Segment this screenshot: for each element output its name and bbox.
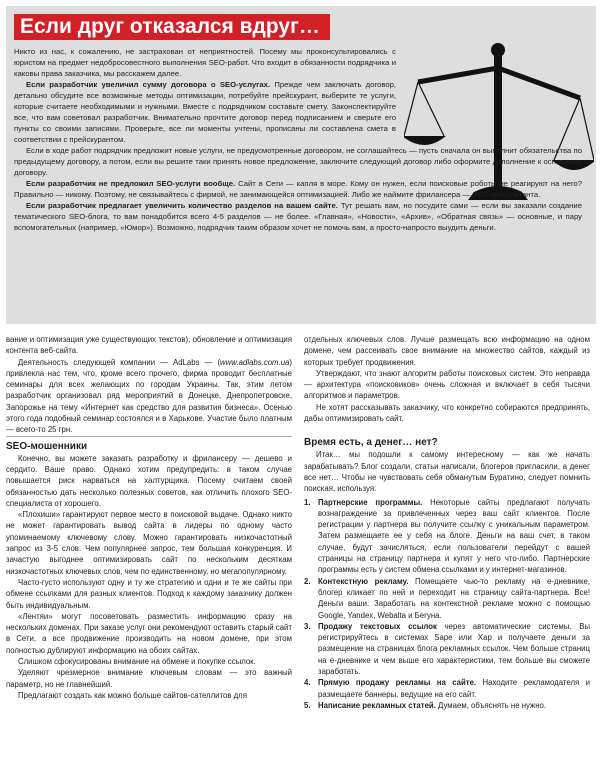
sidebar-paragraph: Если разработчик увеличил сумму договора о SEO-услугах. Прежде чем заключать договор, детально обсудите все возможные методы оптимизации, потребуйте прейскурант, выберите те услуги, которые считаете необходимыми и нужными. Вместе с подрядчиком составьте смету. Законспектируйте все, что вам советовал разработчик. Внимательно прочтите договор перед подписанием и сверьте его пункты со своими записями. Проверьте, все ли моменты учтены, прописаны ли составлена смета в соответствии с прейскурантом.: [14, 80, 397, 144]
sidebar-box: [6, 6, 596, 324]
paragraph: Конечно, вы можете заказать разработку и фрилансеру — дешево и сердито. Ваше право. Однако хотим предупредить: в таком случае повышается риск нарваться на халтурщика. Посему считаем своей обязанностью дать несколько полезных советов, как отличить плохого SEO-специалиста от хорошего.: [6, 453, 292, 508]
numbered-list: [304, 497, 590, 712]
paragraph: «Лентяи» могут посоветовать разместить информацию сразу на нескольких доменах. При заказе услуг они рекомендуют оставить старый сайт в Сети, а все продвижение производить на новом домене, при этом полностью дублируют информацию на обоих сайтах.: [6, 611, 292, 655]
paragraph: вание и оптимизация уже существующих текстов), обновление и оптимизация контента веб-сайта.: [6, 335, 292, 356]
paragraph: Часто-густо используют одну и ту же стратегию и одни и те же сайты при обмене ссылками для разных клиентов. Подход к каждому заказчику должен быть индивидуальным.: [6, 577, 292, 610]
paragraph: «Плохиши» гарантируют первое место в поисковой выдаче. Однако никто не может гарантировать вывод сайта в лидеры по одному часто упоминаемому ключевому слову. Можно гарантировать низкочастотный запрос из 3-5 слов. Чем популярнее запрос, тем большая конкуренция. И зачастую выгоднее оптимизировать сайт по нескольким десяткам низкочастотных ключевых слов, чем по единственному, но мегапопулярному.: [6, 510, 292, 576]
list-item: 4. Прямую продажу рекламы на сайте. Находите рекламодателя и размещаете баннеры, ведущие на его сайт.: [304, 678, 590, 699]
list-item: 1. Партнерские программы. Некоторые сайты предлагают получать вознаграждение за привлеченных через ваш сайт клиентов. После регистрации у партнера вы получите ссылку с уникальным параметром. Затем размещаете ее у себя на блоге. Деньги на ваш счет, в таком случае, будут зачисляться, если пользователи перейдут с вашей страницы на страницу партнера и купят у него что-либо. Партнерские программы есть у систем обмена ссылками и у интернет-магазинов.: [304, 497, 590, 575]
source-link: www.adlabs.com.ua: [220, 357, 290, 367]
paragraph: Деятельность следующей компании — AdLabs — (www.adlabs.com.ua) привлекла нас тем, что, кроме всего прочего, фирма проводит бесплатные семинары для всех желающих по городам Украины. Так, этим летом разработчик организовал ряд мероприятий в Донецке, Днепропетровске, Запорожье на тему «Интернет как средство для развития бизнеса». Осенью этого года подобный семинар состоялся и в Харькове. Участие было платным — всего-то 25 грн.: [6, 357, 292, 435]
section-heading: Время есть, а денег… нет?: [304, 437, 438, 449]
paragraph: Слишком сфокусированы внимание на обмене и покупке ссылок.: [18, 657, 256, 667]
paragraph: Предлагают создать как можно больше сайтов-сателлитов для: [18, 690, 247, 700]
paragraph: Не хотят рассказывать заказчику, что конкретно собираются предпринять, дабы оптимизировать сайт.: [304, 402, 590, 424]
sidebar-paragraph: Если в ходе работ подрядчик предложит новые услуги, не предусмотренные договором, не соглашайтесь — пусть сначала он выполнит обязательства по предыдущему договору, а потом, если вы решите таки принять новое предложение, заключите следующий договор либо оформите дополнение к основному договору.: [14, 146, 582, 177]
sidebar-body: [14, 46, 582, 233]
left-column: [6, 334, 292, 701]
paragraph: Итак… мы подошли к самому интересному — как же начать зарабатывать? Блог создали, статьи написали, блогеров пригласили, а денег все нет… Чтобы не чувствовать себя обманутым Буратино, следует помнить поиская, используя:: [304, 450, 590, 494]
list-item: 5. Написание рекламных статей. Думаем, объяснять не нужно.: [304, 700, 547, 710]
list-item: 3. Продажу текстовых ссылок через автоматические системы. Вы регистрируйтесь в системах Sape или Xap и получаете деньги за размещение на страницах блога рекламных ссылок. Чем больше страниц на е-дневнике и чем выше его характеристики, тем больше вы сможете заработать.: [304, 621, 590, 677]
paragraph: Уделяют чрезмерное внимание ключевым словам — это важный параметр, но не главнейший.: [6, 668, 292, 689]
sidebar-paragraph: Никто из нас, к сожалению, не застрахован от неприятностей. Посему мы проконсультировались с юристом на предмет недобросовестного выполнения SEO-работ. Что входит в обязанности подрядчика и каковы права заказчика, мы расскажем далее.: [14, 47, 396, 78]
sidebar-title: Если друг отказался вдруг…: [14, 14, 330, 40]
sidebar-paragraph: Если разработчик предлагает увеличить количество разделов на вашем сайте. Тут решать вам, но посудите сами — если вы заказали создание тематического SEO-блога, то вам понадобится всего 4-5 разделов — не более. «Главная», «Новости», «Архив», «Обратная связь» — основные, и пару вспомогательных (например, «Юмор»). Возможно, подрядчик таким образом хочет не помочь вам, а просто-напросто выудить деньги.: [14, 201, 582, 232]
paragraph: отдельных ключевых слов. Лучше размещать всю информацию на одном домене, чем рассеивать свое внимание на множество сайтов, каждый из которых требует продвижения.: [304, 335, 590, 367]
section-heading: SEO-мошенники: [6, 436, 292, 453]
right-column: [304, 334, 590, 711]
sidebar-paragraph: Если разработчик не предложил SEO-услуги вообще. Сайт в Сети — капля в море. Кому он нужен, если поисковые роботы не реагируют на него? Правильно — никому. Поэтому, не связывайтесь с фирмой, не занимающейся оптимизацией. Либо же наймите фрилансера — SEO-консультанта.: [14, 179, 583, 199]
list-item: 2. Контекстную рекламу. Помещаете чью-то рекламу на е-дневнике, блогер кликает по ней и переходит на страницу сайта-партнера. Все! Деньги ваши. Заработать на контекстной рекламе можно с помощью Google, Yandex, Webalta и Бегуна.: [304, 576, 590, 620]
paragraph: Утверждают, что знают алгоритм работы поисковых систем. Это неправда — архитектура «поисковиков» очень сложная и включает в себя тысячи алгоритмов и параметров.: [304, 368, 590, 401]
